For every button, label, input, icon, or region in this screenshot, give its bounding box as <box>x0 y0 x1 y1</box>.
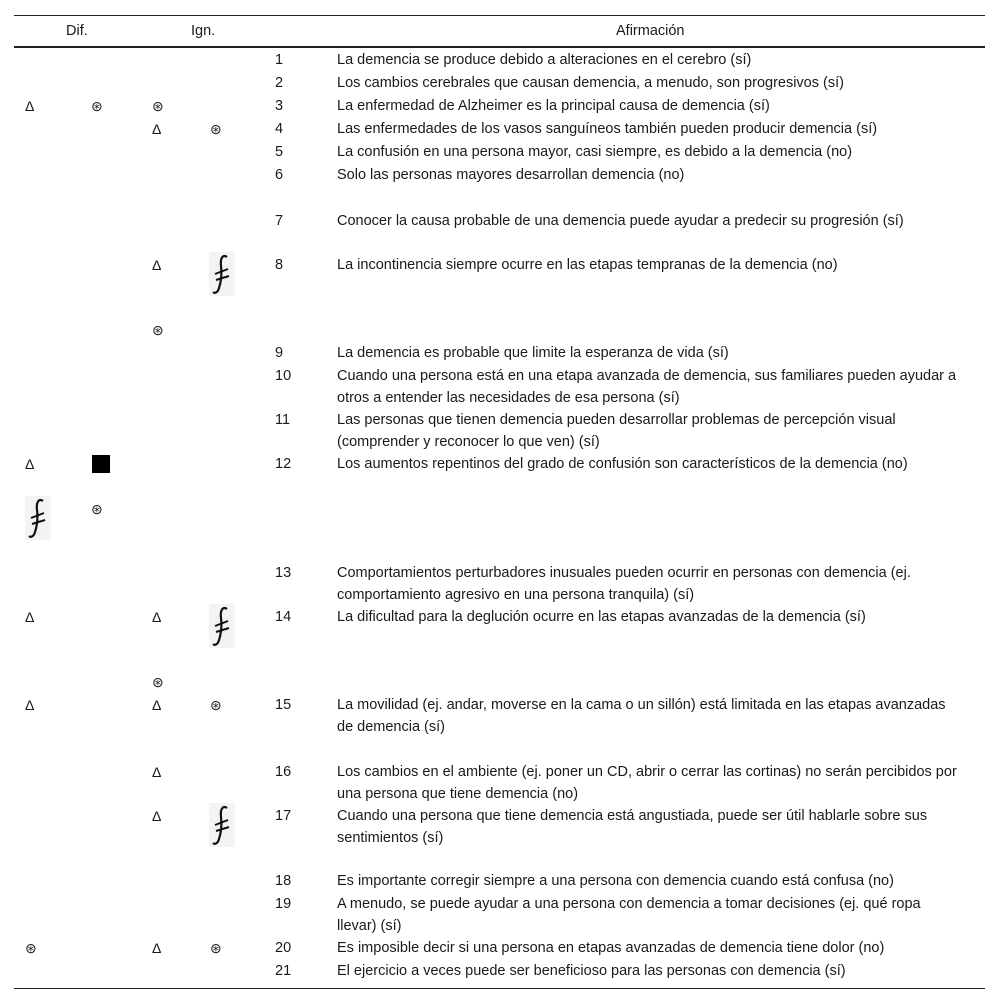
row-statement: Cuando una persona que tiene demencia está angustiada, puede ser útil hablarle sobre sus sentimientos (sí) <box>337 808 928 846</box>
row-statement: Cuando una persona está en una etapa avanzada de demencia, sus familiares pueden ayudar a otros a entender las necesidades de esa persona (sí) <box>337 368 957 406</box>
row-number: 2 <box>275 75 284 91</box>
table-top-rule <box>14 15 985 16</box>
circled-asterisk-icon: ⊛ <box>152 322 164 338</box>
triangle-icon: Δ <box>152 808 162 824</box>
circled-asterisk-icon: ⊛ <box>152 98 164 114</box>
row-statement: Las personas que tienen demencia pueden desarrollar problemas de percepción visual (comprender y reconocer lo que ven) (sí) <box>337 412 896 450</box>
circled-asterisk-icon: ⊛ <box>152 674 164 690</box>
row-number: 5 <box>275 144 284 160</box>
row-number: 9 <box>275 345 284 361</box>
black-square-icon <box>92 455 110 473</box>
row-statement: La demencia es probable que limite la esperanza de vida (sí) <box>337 345 729 361</box>
row-number: 20 <box>275 940 292 956</box>
circled-asterisk-icon: ⊛ <box>25 940 37 956</box>
row-statement: Los cambios en el ambiente (ej. poner un CD, abrir o cerrar las cortinas) no serán percibidos por una persona que tiene demencia (no) <box>337 764 957 802</box>
circled-asterisk-icon: ⊛ <box>91 98 103 114</box>
row-statement: La dificultad para la deglución ocurre en las etapas avanzadas de la demencia (sí) <box>337 609 866 625</box>
row-number: 19 <box>275 896 292 912</box>
triangle-icon: Δ <box>152 257 162 273</box>
f-hook-icon <box>25 496 51 540</box>
row-number: 15 <box>275 697 292 713</box>
triangle-icon: Δ <box>152 121 162 137</box>
row-statement: Las enfermedades de los vasos sanguíneos también pueden producir demencia (sí) <box>337 121 878 137</box>
row-statement: Comportamientos perturbadores inusuales pueden ocurrir en personas con demencia (ej. comportamiento agresivo en una persona tranquila) (sí) <box>337 565 911 603</box>
row-number: 17 <box>275 808 292 824</box>
row-statement: Conocer la causa probable de una demencia puede ayudar a predecir su progresión (sí) <box>337 213 904 229</box>
row-number: 11 <box>275 412 291 428</box>
row-statement: La confusión en una persona mayor, casi siempre, es debido a la demencia (no) <box>337 144 853 160</box>
header-dif: Dif. <box>66 23 88 39</box>
row-statement: La demencia se produce debido a alteraciones en el cerebro (sí) <box>337 52 752 68</box>
circled-asterisk-icon: ⊛ <box>210 697 222 713</box>
row-number: 8 <box>275 257 284 273</box>
row-statement: Es imposible decir si una persona en etapas avanzadas de demencia tiene dolor (no) <box>337 940 885 956</box>
row-statement: Es importante corregir siempre a una persona con demencia cuando está confusa (no) <box>337 873 894 889</box>
row-number: 16 <box>275 764 292 780</box>
row-number: 4 <box>275 121 284 137</box>
row-statement: A menudo, se puede ayudar a una persona con demencia a tomar decisiones (ej. qué ropa llevar) (sí) <box>337 896 921 934</box>
row-number: 7 <box>275 213 284 229</box>
row-statement: La movilidad (ej. andar, moverse en la cama o un sillón) está limitada en las etapas avanzadas de demencia (sí) <box>337 697 946 735</box>
row-statement: Solo las personas mayores desarrollan demencia (no) <box>337 167 685 183</box>
f-hook-icon <box>209 604 235 648</box>
header-ign: Ign. <box>191 23 216 39</box>
row-number: 12 <box>275 456 292 472</box>
row-statement: La incontinencia siempre ocurre en las etapas tempranas de la demencia (no) <box>337 257 838 273</box>
row-number: 1 <box>275 52 284 68</box>
circled-asterisk-icon: ⊛ <box>91 501 103 517</box>
row-number: 13 <box>275 565 292 581</box>
row-number: 6 <box>275 167 284 183</box>
triangle-icon: Δ <box>25 697 35 713</box>
table-bottom-rule <box>14 988 985 989</box>
triangle-icon: Δ <box>152 697 162 713</box>
header-afirmacion: Afirmación <box>616 23 685 39</box>
triangle-icon: Δ <box>25 609 35 625</box>
triangle-icon: Δ <box>25 98 35 114</box>
f-hook-icon <box>209 803 235 847</box>
row-statement: El ejercicio a veces puede ser beneficioso para las personas con demencia (sí) <box>337 963 846 979</box>
row-number: 14 <box>275 609 292 625</box>
f-hook-icon <box>209 252 235 296</box>
row-number: 21 <box>275 963 292 979</box>
triangle-icon: Δ <box>152 764 162 780</box>
triangle-icon: Δ <box>25 456 35 472</box>
circled-asterisk-icon: ⊛ <box>210 940 222 956</box>
row-number: 18 <box>275 873 292 889</box>
row-statement: Los aumentos repentinos del grado de confusión son característicos de la demencia (no) <box>337 456 908 472</box>
circled-asterisk-icon: ⊛ <box>210 121 222 137</box>
triangle-icon: Δ <box>152 940 162 956</box>
table-header-rule <box>14 46 985 48</box>
row-statement: La enfermedad de Alzheimer es la principal causa de demencia (sí) <box>337 98 770 114</box>
row-number: 3 <box>275 98 284 114</box>
triangle-icon: Δ <box>152 609 162 625</box>
row-number: 10 <box>275 368 292 384</box>
row-statement: Los cambios cerebrales que causan demencia, a menudo, son progresivos (sí) <box>337 75 844 91</box>
